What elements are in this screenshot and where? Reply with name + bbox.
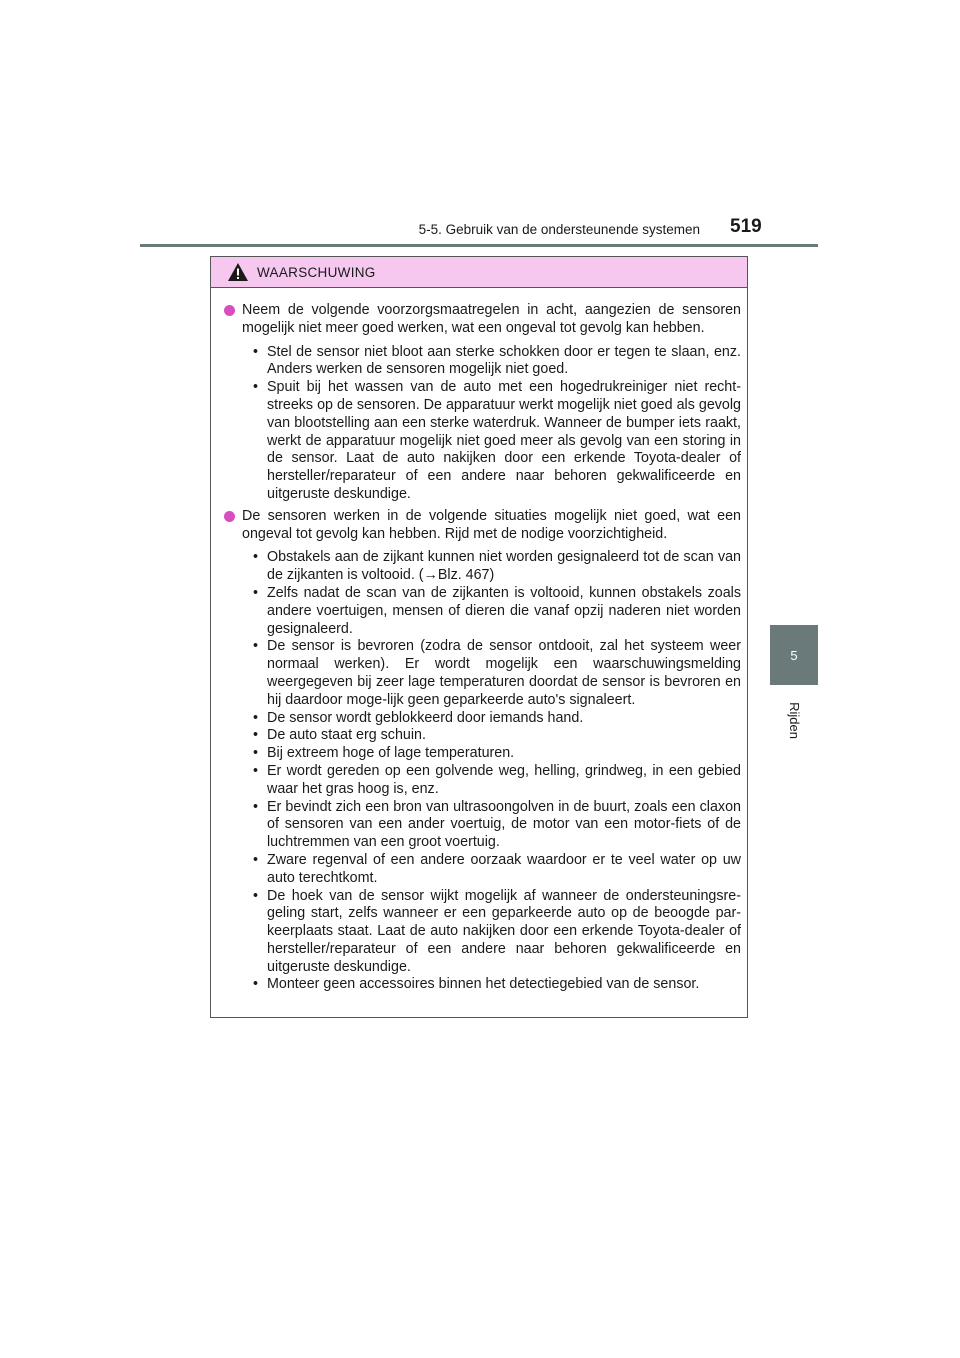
list-item — [253, 976, 741, 994]
list-item-text: De sensor is bevroren (zodra de sensor ontdooit, zal het systeem weer normaal werken). Er wordt mogelijk een waarschuwingsmelding weergegeven bij zeer lage temperaturen doordat de sensor is bevroren en hij daardoor moge-lijk geen geparkeerde auto's signaleert. — [267, 638, 741, 708]
list-item-text: Zware regenval of een andere oorzaak waardoor er te veel water op uw auto terechtkomt. — [267, 851, 741, 886]
warning-point-text: Neem de volgende voorzorgsmaatregelen in acht, aangezien de sensoren mogelijk niet meer goed werken, wat een ongeval tot gevolg kan hebben. — [242, 302, 741, 336]
bullet-icon: • — [253, 549, 259, 566]
warning-title: WAARSCHUWING — [257, 264, 376, 280]
list-item — [253, 585, 741, 638]
list-item-text: Stel de sensor niet bloot aan sterke schokken door er tegen te slaan, enz. Anders werken de sensoren mogelijk niet goed. — [267, 343, 741, 378]
bullet-icon: • — [253, 762, 259, 779]
bullet-icon: • — [253, 343, 259, 360]
warning-point — [223, 302, 741, 338]
warning-sub-list — [223, 344, 741, 504]
list-item-text: De auto staat erg schuin. — [267, 727, 426, 744]
bullet-icon: • — [253, 638, 259, 655]
list-item-text: Obstakels aan de zijkant kunnen niet worden gesignaleerd tot de scan van de zijkanten is voltooid. (→Blz. 467) — [267, 549, 741, 584]
list-item-text: Monteer geen accessoires binnen het detectiegebied van de sensor. — [267, 976, 700, 993]
list-item — [253, 799, 741, 852]
list-item-text: De hoek van de sensor wijkt mogelijk af wanneer de ondersteuningsre-geling start, zelfs wanneer er een geparkeerde auto op de beoogde par-keerplaats staat. Laat de auto nakijken door een erkende Toyota-dealer of hersteller/reparateur of een andere naar behoren gekwalificeerde en uitgeruste deskundige. — [267, 887, 741, 975]
list-item — [253, 549, 741, 585]
warning-body — [211, 288, 747, 994]
bullet-icon: • — [253, 976, 259, 993]
warning-point — [223, 508, 741, 544]
list-item — [253, 379, 741, 504]
chapter-side-label-text: Rijden — [786, 701, 802, 739]
bullet-icon: • — [253, 379, 259, 396]
bullet-dot-icon — [224, 511, 235, 522]
bullet-icon: • — [253, 798, 259, 815]
warning-point-text: De sensoren werken in de volgende situaties mogelijk niet goed, wat een ongeval tot gevolg kan hebben. Rijd met de nodige voorzichtigheid. — [242, 507, 741, 542]
bullet-icon: • — [253, 727, 259, 744]
list-item — [253, 852, 741, 888]
list-item — [253, 745, 741, 763]
list-item — [253, 344, 741, 380]
chapter-side-label — [770, 690, 818, 750]
bullet-icon: • — [253, 851, 259, 868]
warning-triangle-icon — [227, 262, 249, 282]
list-item — [253, 727, 741, 745]
list-item-text: Er wordt gereden op een golvende weg, helling, grindweg, in een gebied waar het gras hoog is, enz. — [267, 762, 741, 797]
bullet-dot-icon — [224, 305, 235, 316]
warning-header — [211, 257, 747, 288]
list-item-text: Spuit bij het wassen van de auto met een hogedrukreiniger niet recht-streeks op de sensoren. De apparatuur werkt mogelijk niet goed als gevolg van blootstelling aan een sterke waterdruk. Wanneer de bumper iets raakt, werkt de apparatuur mogelijk niet goed meer als gevolg van een storing in de sensor. Laat de auto nakijken door een erkende Toyota-dealer of hersteller/reparateur of een andere naar behoren gekwalificeerde en uitgeruste deskundige. — [267, 379, 741, 502]
warning-box — [210, 256, 748, 1018]
header-rule — [140, 244, 818, 247]
bullet-icon: • — [253, 709, 259, 726]
header-section-title: 5-5. Gebruik van de ondersteunende systemen — [418, 222, 700, 237]
page-number: 519 — [730, 216, 762, 237]
list-item-text: Bij extreem hoge of lage temperaturen. — [267, 745, 515, 762]
chapter-tab: 5 — [770, 625, 818, 685]
list-item — [253, 638, 741, 709]
list-item — [253, 710, 741, 728]
bullet-icon: • — [253, 887, 259, 904]
list-item — [253, 888, 741, 977]
list-item-text: Er bevindt zich een bron van ultrasoongolven in de buurt, zoals een claxon of sensoren van een ander voertuig, de motor van een motor-fiets of de luchtremmen van een groot voertuig. — [267, 798, 741, 851]
list-item-text: De sensor wordt geblokkeerd door iemands hand. — [267, 709, 584, 726]
warning-sub-list — [223, 549, 741, 994]
bullet-icon: • — [253, 745, 259, 762]
list-item-text: Zelfs nadat de scan van de zijkanten is voltooid, kunnen obstakels zoals andere voertuigen, mensen of dieren die vanaf opzij naderen niet worden gesignaleerd. — [267, 584, 741, 637]
list-item — [253, 763, 741, 799]
bullet-icon: • — [253, 584, 259, 601]
